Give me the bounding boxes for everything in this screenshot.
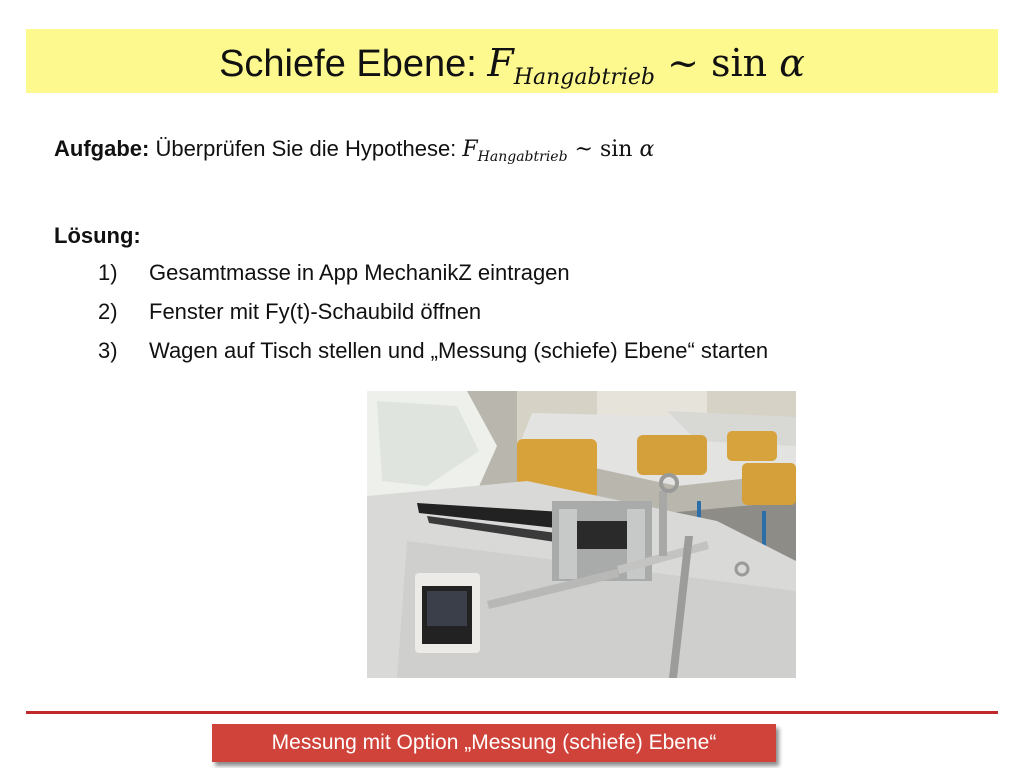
step-text: Fenster mit Fy(t)-Schaubild öffnen <box>149 299 482 324</box>
list-item <box>98 299 768 338</box>
title-formula-function: sin <box>711 40 780 85</box>
task-formula-function: sin <box>599 137 640 162</box>
step-number: 2) <box>98 299 118 324</box>
task-line <box>54 136 655 165</box>
task-label: Aufgabe: <box>54 136 150 161</box>
title-formula-variable: α <box>779 40 805 85</box>
task-formula-symbol: F <box>462 137 478 162</box>
task-formula-relation: ~ <box>567 137 600 162</box>
title-formula-subscript: Hangabtrieb <box>513 64 656 90</box>
title-bar <box>26 29 998 93</box>
task-formula-variable: α <box>639 137 655 162</box>
task-formula-subscript: Hangabtrieb <box>477 149 568 165</box>
title-formula-symbol: F <box>487 40 514 85</box>
list-item <box>98 260 768 299</box>
list-item <box>98 338 768 377</box>
experiment-photo <box>367 391 796 678</box>
title-text: Schiefe Ebene: <box>219 42 488 85</box>
caption-box: Messung mit Option „Messung (schiefe) Ebene“ <box>212 724 776 762</box>
task-text: Überprüfen Sie die Hypothese: <box>149 136 463 161</box>
solution-steps <box>98 260 768 377</box>
step-number: 3) <box>98 338 118 363</box>
step-text: Wagen auf Tisch stellen und „Messung (schiefe) Ebene“ starten <box>149 338 769 363</box>
step-number: 1) <box>98 260 118 285</box>
divider-line <box>26 711 998 714</box>
slide-title <box>219 40 805 90</box>
title-formula-relation: ~ <box>655 40 712 85</box>
step-text: Gesamtmasse in App MechanikZ eintragen <box>149 260 570 285</box>
solution-label: Lösung: <box>54 223 141 248</box>
